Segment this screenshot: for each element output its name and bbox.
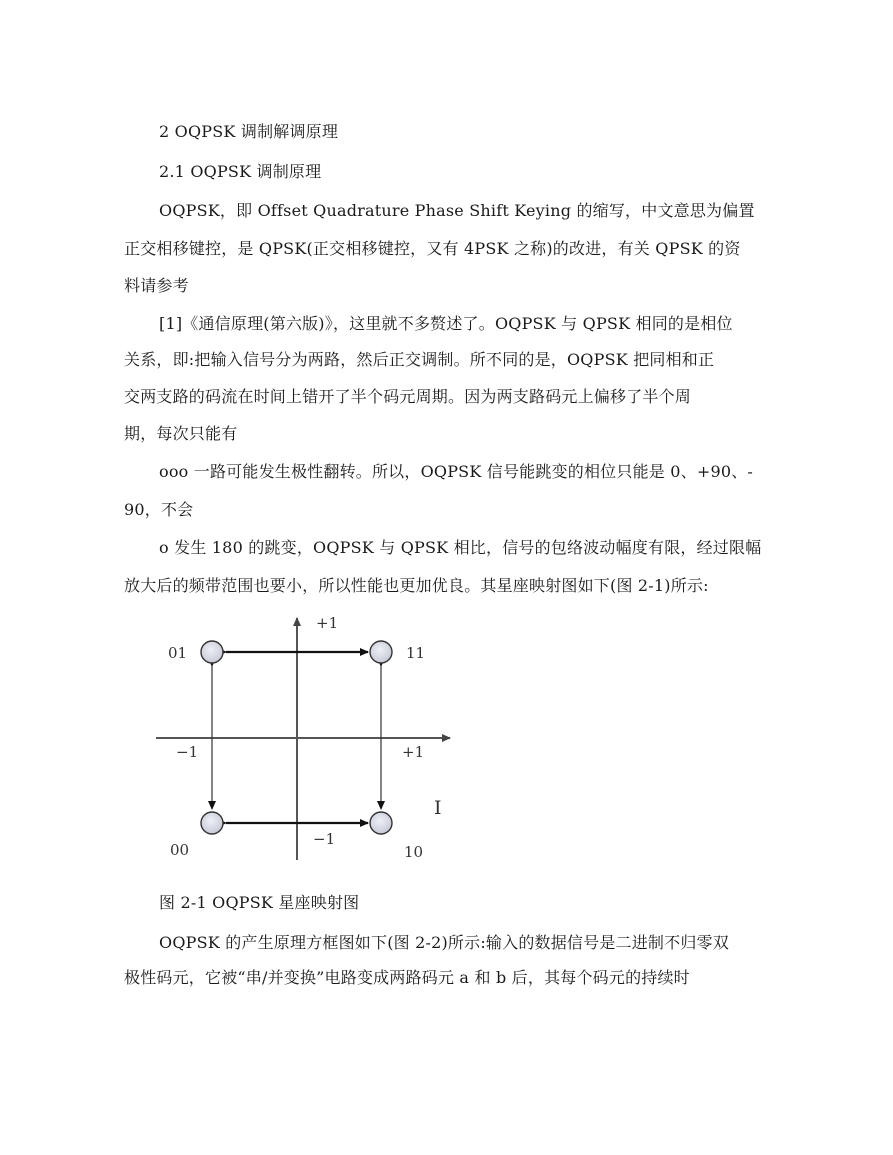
paragraph-line: 极性码元，它被“串/并变换”电路变成两路码元 a 和 b 后，其每个码元的持续时: [124, 968, 690, 987]
point-label-10: 10: [404, 843, 424, 861]
paragraph-line: 期，每次只能有: [124, 424, 238, 443]
point-label-11: 11: [406, 644, 426, 662]
paragraph-line: 关系，即:把输入信号分为两路，然后正交调制。所不同的是，OQPSK 把同相和正: [124, 350, 715, 369]
paragraph-line: [1]《通信原理(第六版)》，这里就不多赘述了。OQPSK 与 QPSK 相同的是相位: [159, 314, 733, 333]
paragraph-line: 料请参考: [124, 276, 189, 295]
axis-top-label: +1: [316, 614, 339, 632]
axis-name-label: I: [434, 797, 442, 819]
point-label-01: 01: [168, 644, 188, 662]
axis-bottom-label: −1: [313, 830, 336, 848]
paragraph-line: OQPSK，即 Offset Quadrature Phase Shift Keying 的缩写，中文意思为偏置: [159, 201, 755, 220]
paragraph-line: 放大后的频带范围也要小，所以性能也更加优良。其星座映射图如下(图 2-1)所示:: [124, 576, 709, 595]
constellation-point-00: [201, 812, 223, 834]
paragraph-line: ooo 一路可能发生极性翻转。所以，OQPSK 信号能跳变的相位只能是 0、+90、-: [159, 462, 754, 481]
constellation-figure: [150, 604, 460, 864]
paragraph-line: 正交相移键控，是 QPSK(正交相移键控，又有 4PSK 之称)的改进，有关 QPSK 的资: [124, 239, 741, 258]
paragraph-line: OQPSK 的产生原理方框图如下(图 2-2)所示:输入的数据信号是二进制不归零双: [159, 933, 729, 952]
paragraph-line: o 发生 180 的跳变，OQPSK 与 QPSK 相比，信号的包络波动幅度有限，经过限幅: [159, 538, 762, 557]
paragraph-line: 90，不会: [124, 500, 194, 519]
axis-right-label: +1: [402, 743, 425, 761]
point-label-00: 00: [170, 841, 190, 859]
constellation-point-01: [201, 641, 223, 663]
axis-left-label: −1: [176, 743, 199, 761]
subsection-heading: 2.1 OQPSK 调制原理: [159, 162, 322, 181]
paragraph-line: 交两支路的码流在时间上错开了半个码元周期。因为两支路码元上偏移了半个周: [124, 387, 692, 406]
constellation-point-10: [370, 812, 392, 834]
figure-caption: 图 2-1 OQPSK 星座映射图: [159, 893, 360, 912]
constellation-diagram: [150, 604, 460, 864]
section-heading: 2 OQPSK 调制解调原理: [159, 122, 339, 141]
constellation-point-11: [370, 641, 392, 663]
